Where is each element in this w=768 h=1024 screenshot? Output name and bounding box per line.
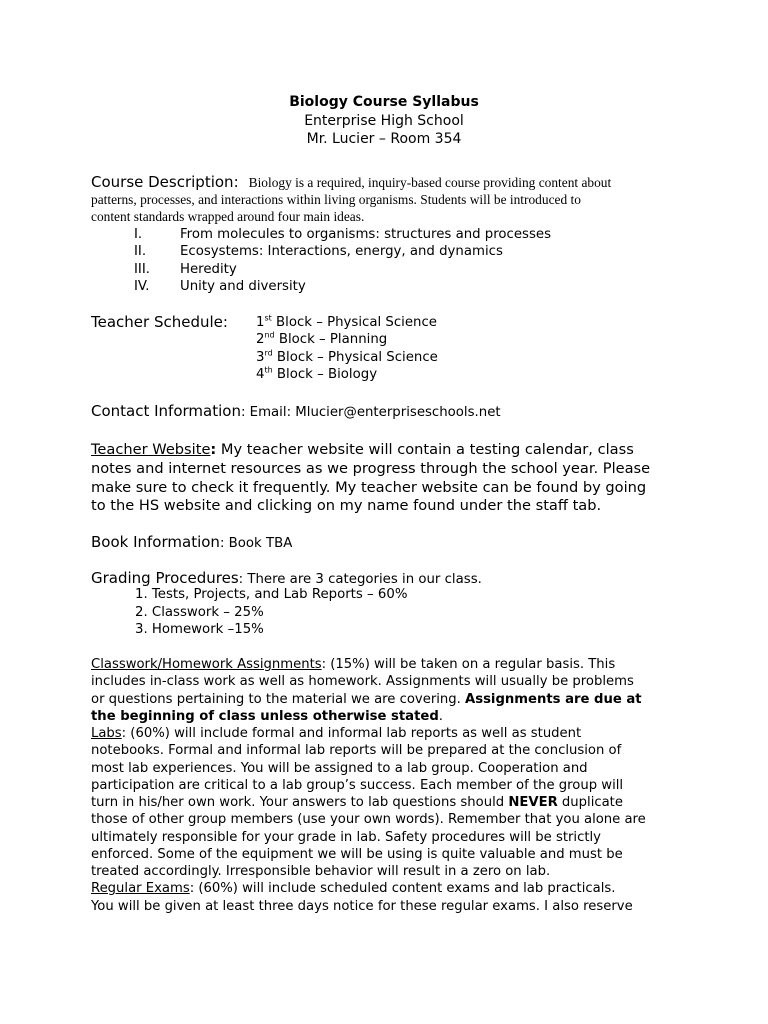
exams-line-2: You will be given at least three days notice for these regular exams. I also reserve (91, 899, 633, 914)
labs-line-3: most lab experiences. You will be assigned to a lab group. Cooperation and (91, 761, 588, 776)
main-idea-text: Heredity (180, 262, 237, 277)
labs-text: duplicate (557, 795, 623, 810)
teacher-room: Mr. Lucier – Room 354 (306, 131, 462, 147)
course-description-text-1: Biology is a required, inquiry-based course providing content about (248, 175, 612, 190)
assignments-line-4 (91, 709, 443, 724)
course-description-text-2: patterns, processes, and interactions within living organisms. Students will be introduced to (91, 192, 581, 207)
block-suffix: st (264, 313, 272, 323)
schedule-block-1 (256, 315, 437, 330)
course-description-text-3: content standards wrapped around four main ideas. (91, 209, 365, 224)
main-idea-text: Unity and diversity (180, 279, 306, 294)
course-description-colon: : (233, 173, 239, 191)
main-idea-text: Ecosystems: Interactions, energy, and dynamics (180, 244, 503, 259)
exams-line-1 (91, 881, 615, 896)
assignments-line-3 (91, 692, 642, 707)
block-number: 3 (256, 350, 265, 365)
main-idea-2 (134, 244, 503, 259)
course-description-first-line (91, 173, 611, 192)
labs-line-4: participation are critical to a lab group’s success. Each member of the group will (91, 778, 624, 793)
schedule-block-4 (256, 367, 377, 382)
assignments-text: or questions pertaining to the material we are covering. (91, 692, 466, 707)
labs-text: turn in his/her own work. Your answers to lab questions should (91, 795, 509, 810)
book-information-line (91, 533, 292, 552)
teacher-website-label: Teacher Website (91, 441, 211, 458)
book-information-value: : Book TBA (219, 536, 293, 551)
labs-line-2: notebooks. Formal and informal lab reports will be prepared at the conclusion of (91, 743, 622, 758)
assignments-line-1 (91, 657, 615, 672)
block-suffix: rd (264, 348, 273, 358)
contact-information-line (91, 402, 501, 421)
grading-item-1: 1. Tests, Projects, and Lab Reports – 60% (135, 587, 408, 602)
schedule-block-3 (256, 350, 438, 365)
labs-line-8: enforced. Some of the equipment we will be using is quite valuable and must be (91, 847, 623, 862)
main-idea-numeral: I. (134, 227, 143, 242)
teacher-website-text: My teacher website will contain a testing calendar, class (216, 441, 634, 458)
course-description-label: Course Description (91, 173, 234, 191)
block-text: Block – Physical Science (272, 350, 438, 365)
schedule-block-2 (256, 332, 387, 347)
labs-line-9: treated accordingly. Irresponsible behavior will result in a zero on lab. (91, 864, 551, 879)
labs-line-7: ultimately responsible for your grade in lab. Safety procedures will be strictly (91, 830, 601, 845)
block-number: 2 (256, 332, 265, 347)
teacher-website-line-2: notes and internet resources as we progress through the school year. Please (91, 460, 651, 477)
main-idea-numeral: II. (134, 244, 147, 259)
grading-procedures-line (91, 569, 482, 588)
block-text: Block – Biology (272, 367, 378, 382)
assignments-due-note: Assignments are due at (465, 692, 642, 707)
block-text: Block – Physical Science (271, 315, 437, 330)
labs-line-6: those of other group members (use your own words). Remember that you alone are (91, 812, 646, 827)
labs-heading: Labs (91, 726, 122, 741)
block-suffix: th (264, 365, 273, 375)
main-idea-numeral: IV. (134, 279, 150, 294)
book-information-label: Book Information (91, 533, 220, 551)
grading-item-3: 3. Homework –15% (135, 622, 264, 637)
teacher-schedule-colon: : (222, 313, 228, 331)
assignments-line-2: includes in-class work as well as homework. Assignments will usually be problems (91, 674, 634, 689)
contact-email: : Email: Mlucier@enterpriseschools.net (240, 405, 501, 420)
labs-line-5 (91, 795, 623, 810)
teacher-website-line-4: to the HS website and clicking on my name found under the staff tab. (91, 497, 602, 514)
exams-text: : (60%) will include scheduled content exams and lab practicals. (189, 881, 616, 896)
teacher-website-line-3: make sure to check it frequently. My teacher website can be found by going (91, 479, 647, 496)
main-idea-3 (134, 262, 237, 277)
main-idea-numeral: III. (134, 262, 150, 277)
contact-information-label: Contact Information (91, 402, 241, 420)
school-name: Enterprise High School (304, 113, 464, 129)
labs-text: : (60%) will include formal and informal lab reports as well as student (121, 726, 582, 741)
teacher-schedule-label: Teacher Schedule (91, 313, 223, 331)
main-idea-1 (134, 227, 551, 242)
block-suffix: nd (264, 330, 275, 340)
assignments-text: : (15%) will be taken on a regular basis. This (321, 657, 616, 672)
assignments-heading: Classwork/Homework Assignments (91, 657, 322, 672)
grading-procedures-value: : There are 3 categories in our class. (238, 572, 482, 587)
teacher-website-line-1 (91, 441, 634, 458)
teacher-schedule-heading (91, 313, 228, 331)
grading-procedures-label: Grading Procedures (91, 569, 239, 587)
grading-item-2: 2. Classwork – 25% (135, 605, 264, 620)
labs-never-emphasis: NEVER (508, 795, 558, 810)
exams-heading: Regular Exams (91, 881, 190, 896)
block-text: Block – Planning (274, 332, 388, 347)
block-number: 1 (256, 315, 265, 330)
assignments-period: . (438, 709, 443, 724)
main-idea-text: From molecules to organisms: structures and processes (180, 227, 552, 242)
teacher-website-colon: : (210, 441, 217, 458)
document-title: Biology Course Syllabus (289, 94, 479, 110)
labs-line-1 (91, 726, 581, 741)
main-idea-4 (134, 279, 306, 294)
assignments-due-note: the beginning of class unless otherwise stated (91, 709, 439, 724)
block-number: 4 (256, 367, 265, 382)
